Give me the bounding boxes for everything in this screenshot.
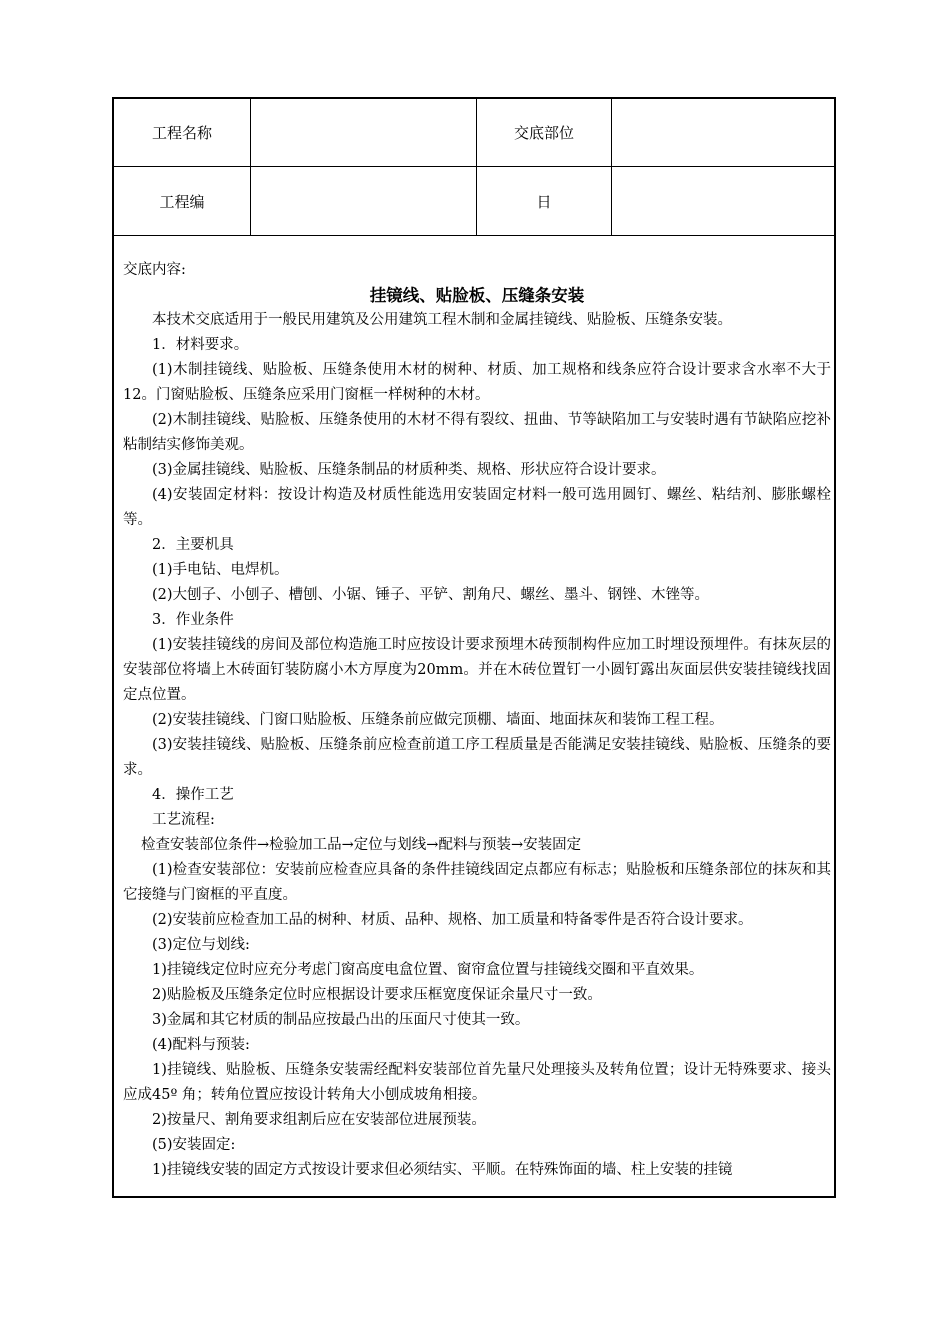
paragraph: 2)按量尺、割角要求组割后应在安装部位进展预装。	[152, 1112, 486, 1128]
project-code-label: 工程编	[114, 167, 251, 235]
content-title: 挂镜线、贴脸板、压缝条安装	[369, 286, 585, 305]
paragraph: (3)金属挂镜线、贴脸板、压缝条制品的材质种类、规格、形状应符合设计要求。	[152, 462, 666, 478]
paragraph: 1)挂镜线定位时应充分考虑门窗高度电盒位置、窗帘盒位置与挂镜线交圈和平直效果。	[152, 962, 704, 978]
paragraph: 1)挂镜线、贴脸板、压缝条安装需经配料安装部位首先量尺处理接头及转角位置；设计无特殊要求、接头应成45º 角；转角位置应按设计转角大小刨成坡角相接。	[123, 1062, 831, 1103]
date-label: 日	[477, 167, 612, 235]
section-heading: 2．主要机具	[152, 537, 234, 553]
paragraph: 3)金属和其它材质的制品应按最凸出的压面尺寸使其一致。	[152, 1012, 530, 1028]
project-name-value	[251, 99, 477, 166]
disclosure-part-value	[612, 99, 836, 166]
project-code-value	[251, 167, 477, 235]
paragraph: (1)检查安装部位：安装前应检查应具备的条件挂镜线固定点都应有标志；贴脸板和压缝条部位的抹灰和其它接缝与门窗框的平直度。	[123, 862, 831, 903]
paragraph: (2)安装挂镜线、门窗口贴脸板、压缝条前应做完顶棚、墙面、地面抹灰和装饰工程工程。	[152, 712, 724, 728]
header-row-1	[114, 99, 834, 167]
header-row-2	[114, 167, 834, 236]
paragraph: (3)安装挂镜线、贴脸板、压缝条前应检查前道工序工程质量是否能满足安装挂镜线、贴脸板、压缝条的要求。	[123, 737, 831, 778]
disclosure-form	[112, 97, 836, 1198]
paragraph: 2)贴脸板及压缝条定位时应根据设计要求压框宽度保证余量尺寸一致。	[152, 987, 602, 1003]
disclosure-part-label: 交底部位	[477, 99, 612, 166]
paragraph: (1)手电钻、电焊机。	[152, 562, 289, 578]
paragraph: (5)安装固定:	[152, 1137, 236, 1153]
paragraph: (2)安装前应检查加工品的树种、材质、品种、规格、加工质量和特备零件是否符合设计要求。	[152, 912, 753, 928]
paragraph: (1)木制挂镜线、贴脸板、压缝条使用木材的树种、材质、加工规格和线条应符合设计要求含水率不大于12。门窗贴脸板、压缝条应采用门窗框一样树种的木材。	[123, 362, 831, 403]
paragraph: 本技术交底适用于一般民用建筑及公用建筑工程木制和金属挂镜线、贴脸板、压缝条安装。	[152, 312, 732, 328]
process-flow: 检查安装部位条件→检验加工品→定位与划线→配料与预装→安装固定	[141, 837, 582, 853]
section-heading: 3．作业条件	[152, 612, 234, 628]
paragraph: 工艺流程:	[152, 812, 215, 828]
paragraph: (4)配料与预装:	[152, 1037, 250, 1053]
disclosure-content	[123, 258, 831, 1183]
paragraph: (3)定位与划线:	[152, 937, 250, 953]
paragraph: (1)安装挂镜线的房间及部位构造施工时应按设计要求预埋木砖预制构件应加工时埋设预埋件。有抹灰层的安装部位将墙上木砖面钉装防腐小木方厚度为20mm。并在木砖位置钉一小圆钉露出灰面层供安装挂镜线找固定点位置。	[123, 637, 831, 703]
project-name-label: 工程名称	[114, 99, 251, 166]
paragraph: (4)安装固定材料：按设计构造及材质性能选用安装固定材料一般可选用圆钉、螺丝、粘结剂、膨胀螺栓等。	[123, 487, 831, 528]
section-heading: 4．操作工艺	[152, 787, 234, 803]
paragraph: 1)挂镜线安装的固定方式按设计要求但必须结实、平顺。在特殊饰面的墙、柱上安装的挂镜	[152, 1162, 733, 1178]
intro-label: 交底内容:	[123, 262, 186, 278]
paragraph: (2)木制挂镜线、贴脸板、压缝条使用的木材不得有裂纹、扭曲、节等缺陷加工与安装时遇有节缺陷应挖补粘制结实修饰美观。	[123, 412, 831, 453]
date-value	[612, 167, 836, 235]
section-heading: 1．材料要求。	[152, 337, 249, 353]
paragraph: (2)大刨子、小刨子、槽刨、小锯、锤子、平铲、割角尺、螺丝、墨斗、钢锉、木锉等。	[152, 587, 710, 603]
